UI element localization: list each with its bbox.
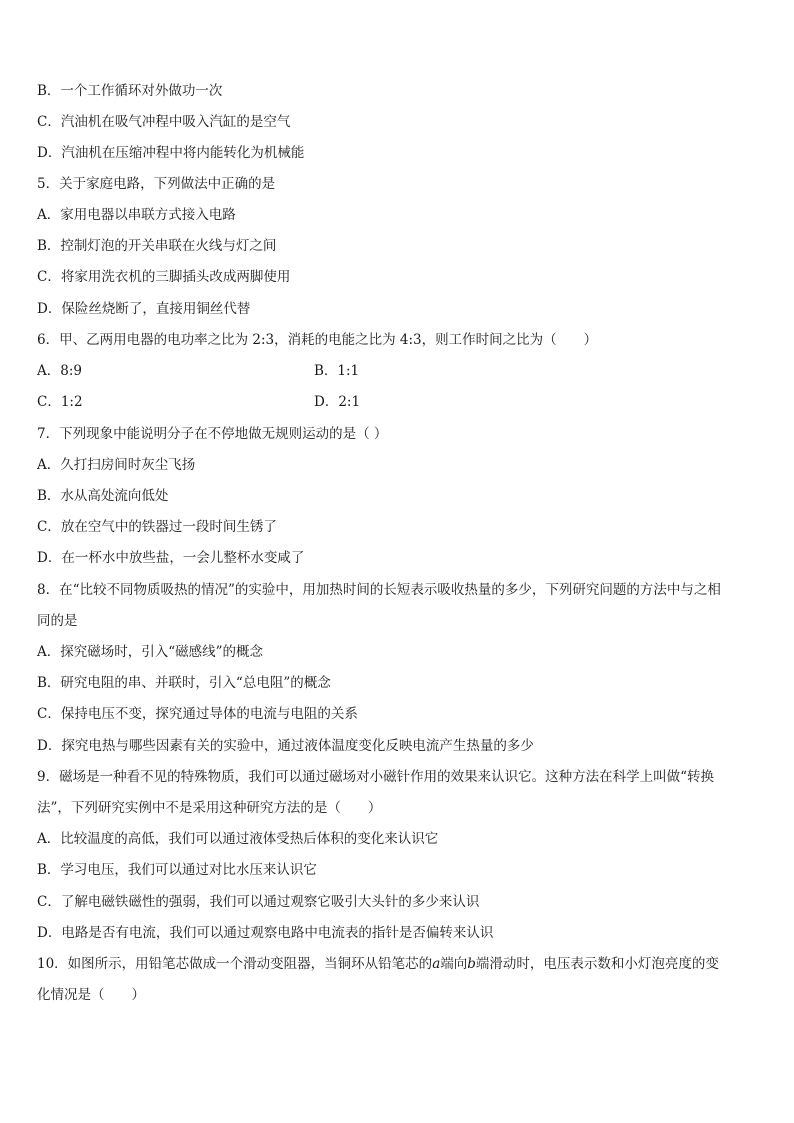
q5-option-a: A．家用电器以串联方式接入电路: [37, 207, 236, 223]
question-9-stem-line1: 9．磁场是一种看不见的特殊物质，我们可以通过磁场对小磁针作用的效果来认识它。这种方法在科学上叫做“转换: [37, 769, 714, 785]
q7-option-d: D．在一杯水中放些盐，一会儿整杯水变咸了: [37, 550, 305, 566]
q6-option-b: B．1:1: [314, 363, 360, 379]
q6-option-c: C．1:2: [37, 394, 83, 410]
q6-option-a: A．8:9: [37, 363, 82, 379]
question-6-stem: 6．甲、乙两用电器的电功率之比为 2:3，消耗的电能之比为 4:3，则工作时间之比为（ ）: [37, 332, 598, 348]
q8-option-c: C．保持电压不变，探究通过导体的电流与电阻的关系: [37, 706, 358, 722]
question-5-stem: 5．关于家庭电路，下列做法中正确的是: [37, 176, 276, 192]
q7-option-a: A．久打扫房间时灰尘飞扬: [37, 457, 196, 473]
question-9-stem-line2: 法”，下列研究实例中不是采用这种研究方法的是（ ）: [37, 800, 382, 816]
q4-option-c: C．汽油机在吸气冲程中吸入汽缸的是空气: [37, 114, 291, 130]
q10-text-part1: 10．如图所示，用铅笔芯做成一个滑动变阻器，当铜环从铅笔芯的: [37, 956, 433, 972]
question-10-stem-line2: 化情况是（ ）: [37, 987, 145, 1003]
q6-option-d: D．2:1: [314, 394, 361, 410]
q4-option-d: D．汽油机在压缩冲程中将内能转化为机械能: [37, 145, 305, 161]
q10-text-part2: 端向: [440, 956, 468, 972]
question-10-stem-line1: [37, 955, 719, 973]
q8-option-a: A．探究磁场时，引入“磁感线”的概念: [37, 644, 264, 660]
q8-option-d: D．探究电热与哪些因素有关的实验中，通过液体温度变化反映电流产生热量的多少: [37, 738, 534, 754]
q5-option-b: B．控制灯泡的开关串联在火线与灯之间: [37, 238, 277, 254]
q10-end-b: b: [467, 956, 476, 972]
q7-option-b: B．水从高处流向低处: [37, 488, 169, 504]
question-8-stem-line2: 同的是: [37, 613, 78, 629]
q8-option-b: B．研究电阻的串、并联时，引入“总电阻”的概念: [37, 675, 331, 691]
q9-option-c: C．了解电磁铁磁性的强弱，我们可以通过观察它吸引大头针的多少来认识: [37, 894, 480, 910]
q10-end-a: a: [432, 956, 441, 972]
q4-option-b: B．一个工作循环对外做功一次: [37, 83, 223, 99]
q10-text-part3: 端滑动时，电压表示数和小灯泡亮度的变: [475, 956, 719, 972]
q9-option-a: A．比较温度的高低，我们可以通过液体受热后体积的变化来认识它: [37, 831, 439, 847]
q7-option-c: C．放在空气中的铁器过一段时间生锈了: [37, 519, 277, 535]
question-7-stem: 7．下列现象中能说明分子在不停地做无规则运动的是（ ）: [37, 426, 388, 442]
q5-option-c: C．将家用洗衣机的三脚插头改成两脚使用: [37, 269, 291, 285]
question-8-stem-line1: 8．在“比较不同物质吸热的情况”的实验中，用加热时间的长短表示吸收热量的多少，下列研究问题的方法中与之相: [37, 582, 721, 598]
q9-option-d: D．电路是否有电流，我们可以通过观察电路中电流表的指针是否偏转来认识: [37, 925, 494, 941]
q5-option-d: D．保险丝烧断了，直接用铜丝代替: [37, 301, 251, 317]
q9-option-b: B．学习电压，我们可以通过对比水压来认识它: [37, 862, 317, 878]
